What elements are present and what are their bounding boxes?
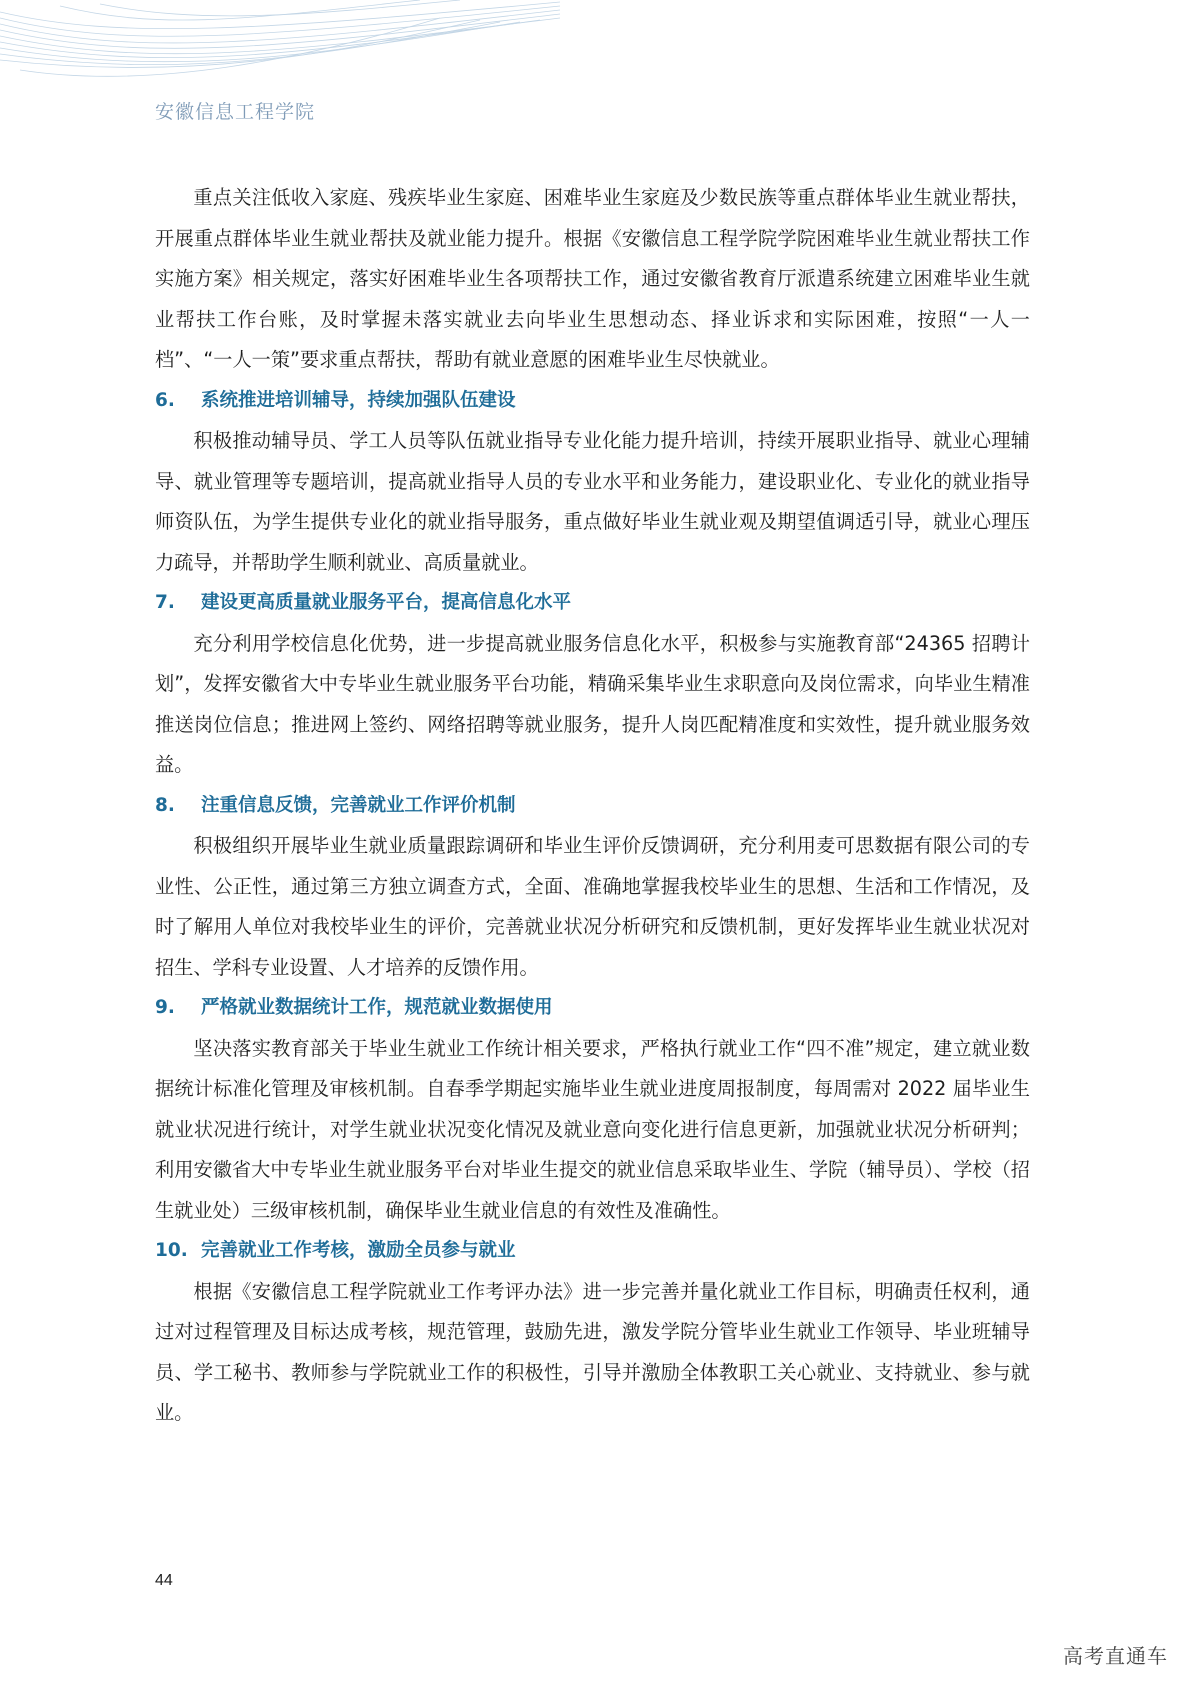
section-heading	[155, 988, 1030, 1029]
section-10	[155, 1231, 1030, 1434]
header-school-name: 安徽信息工程学院	[155, 101, 316, 123]
section-title: 系统推进培训辅导，持续加强队伍建设	[201, 389, 516, 411]
section-number: 10.	[155, 1240, 188, 1261]
section-heading	[155, 1231, 1030, 1272]
section-heading	[155, 381, 1030, 422]
page-number: 44	[155, 1572, 173, 1589]
section-number: 6.	[155, 389, 175, 411]
section-number: 8.	[155, 794, 175, 816]
intro-paragraph: 重点关注低收入家庭、残疾毕业生家庭、困难毕业生家庭及少数民族等重点群体毕业生就业帮扶，开展重点群体毕业生就业帮扶及就业能力提升。根据《安徽信息工程学院学院困难毕业生就业帮扶工作实施方案》相关规定，落实好困难毕业生各项帮扶工作，通过安徽省教育厅派遣系统建立困难毕业生就业帮扶工作台账，及时掌握未落实就业去向毕业生思想动态、择业诉求和实际困难，按照“一人一档”、“一人一策”要求重点帮扶，帮助有就业意愿的困难毕业生尽快就业。	[155, 186, 1030, 371]
section-body: 坚决落实教育部关于毕业生就业工作统计相关要求，严格执行就业工作“四不准”规定，建立就业数据统计标准化管理及审核机制。自春季学期起实施毕业生就业进度周报制度，每周需对 2022 届毕业生就业状况进行统计，对学生就业状况变化情况及就业意向变化进行信息更新，加强就业状况分析研判；利用安徽省大中专毕业生就业服务平台对毕业生提交的就业信息采取毕业生、学院（辅导员）、学校（招生就业处）三级审核机制，确保毕业生就业信息的有效性及准确性。	[155, 1036, 1030, 1222]
section-body: 积极推动辅导员、学工人员等队伍就业指导专业化能力提升培训，持续开展职业指导、就业心理辅导、就业管理等专题培训，提高就业指导人员的专业水平和业务能力，建设职业化、专业化的就业指导师资队伍，为学生提供专业化的就业指导服务，重点做好毕业生就业观及期望值调适引导，就业心理压力疏导，并帮助学生顺利就业、高质量就业。	[155, 429, 1030, 574]
main-content	[155, 178, 1030, 1434]
section-heading	[155, 583, 1030, 624]
section-body: 根据《安徽信息工程学院就业工作考评办法》进一步完善并量化就业工作目标，明确责任权利，通过对过程管理及目标达成考核，规范管理，鼓励先进，激发学院分管毕业生就业工作领导、毕业班辅导员、学工秘书、教师参与学院就业工作的积极性，引导并激励全体教职工关心就业、支持就业、参与就业。	[155, 1279, 1030, 1424]
decorative-wave-lines	[0, 0, 560, 110]
section-9	[155, 988, 1030, 1231]
section-6	[155, 381, 1030, 584]
section-number: 7.	[155, 592, 175, 613]
section-title: 完善就业工作考核，激励全员参与就业	[201, 1240, 516, 1261]
section-body: 充分利用学校信息化优势，进一步提高就业服务信息化水平，积极参与实施教育部“24365 招聘计划”，发挥安徽省大中专毕业生就业服务平台功能，精确采集毕业生求职意向及岗位需求，向毕业生精准推送岗位信息；推进网上签约、网络招聘等就业服务，提升人岗匹配精准度和实效性，提升就业服务效益。	[155, 631, 1030, 776]
section-body: 积极组织开展毕业生就业质量跟踪调研和毕业生评价反馈调研，充分利用麦可思数据有限公司的专业性、公正性，通过第三方独立调查方式，全面、准确地掌握我校毕业生的思想、生活和工作情况，及时了解用人单位对我校毕业生的评价，完善就业状况分析研究和反馈机制，更好发挥毕业生就业状况对招生、学科专业设置、人才培养的反馈作用。	[155, 834, 1030, 979]
section-title: 严格就业数据统计工作，规范就业数据使用	[201, 997, 553, 1018]
section-heading	[155, 786, 1030, 827]
section-title: 建设更高质量就业服务平台，提高信息化水平	[201, 592, 572, 613]
section-number: 9.	[155, 997, 175, 1018]
section-title: 注重信息反馈，完善就业工作评价机制	[201, 794, 516, 816]
section-8	[155, 786, 1030, 989]
watermark-text: 高考直通车	[1063, 1644, 1168, 1668]
section-7	[155, 583, 1030, 786]
